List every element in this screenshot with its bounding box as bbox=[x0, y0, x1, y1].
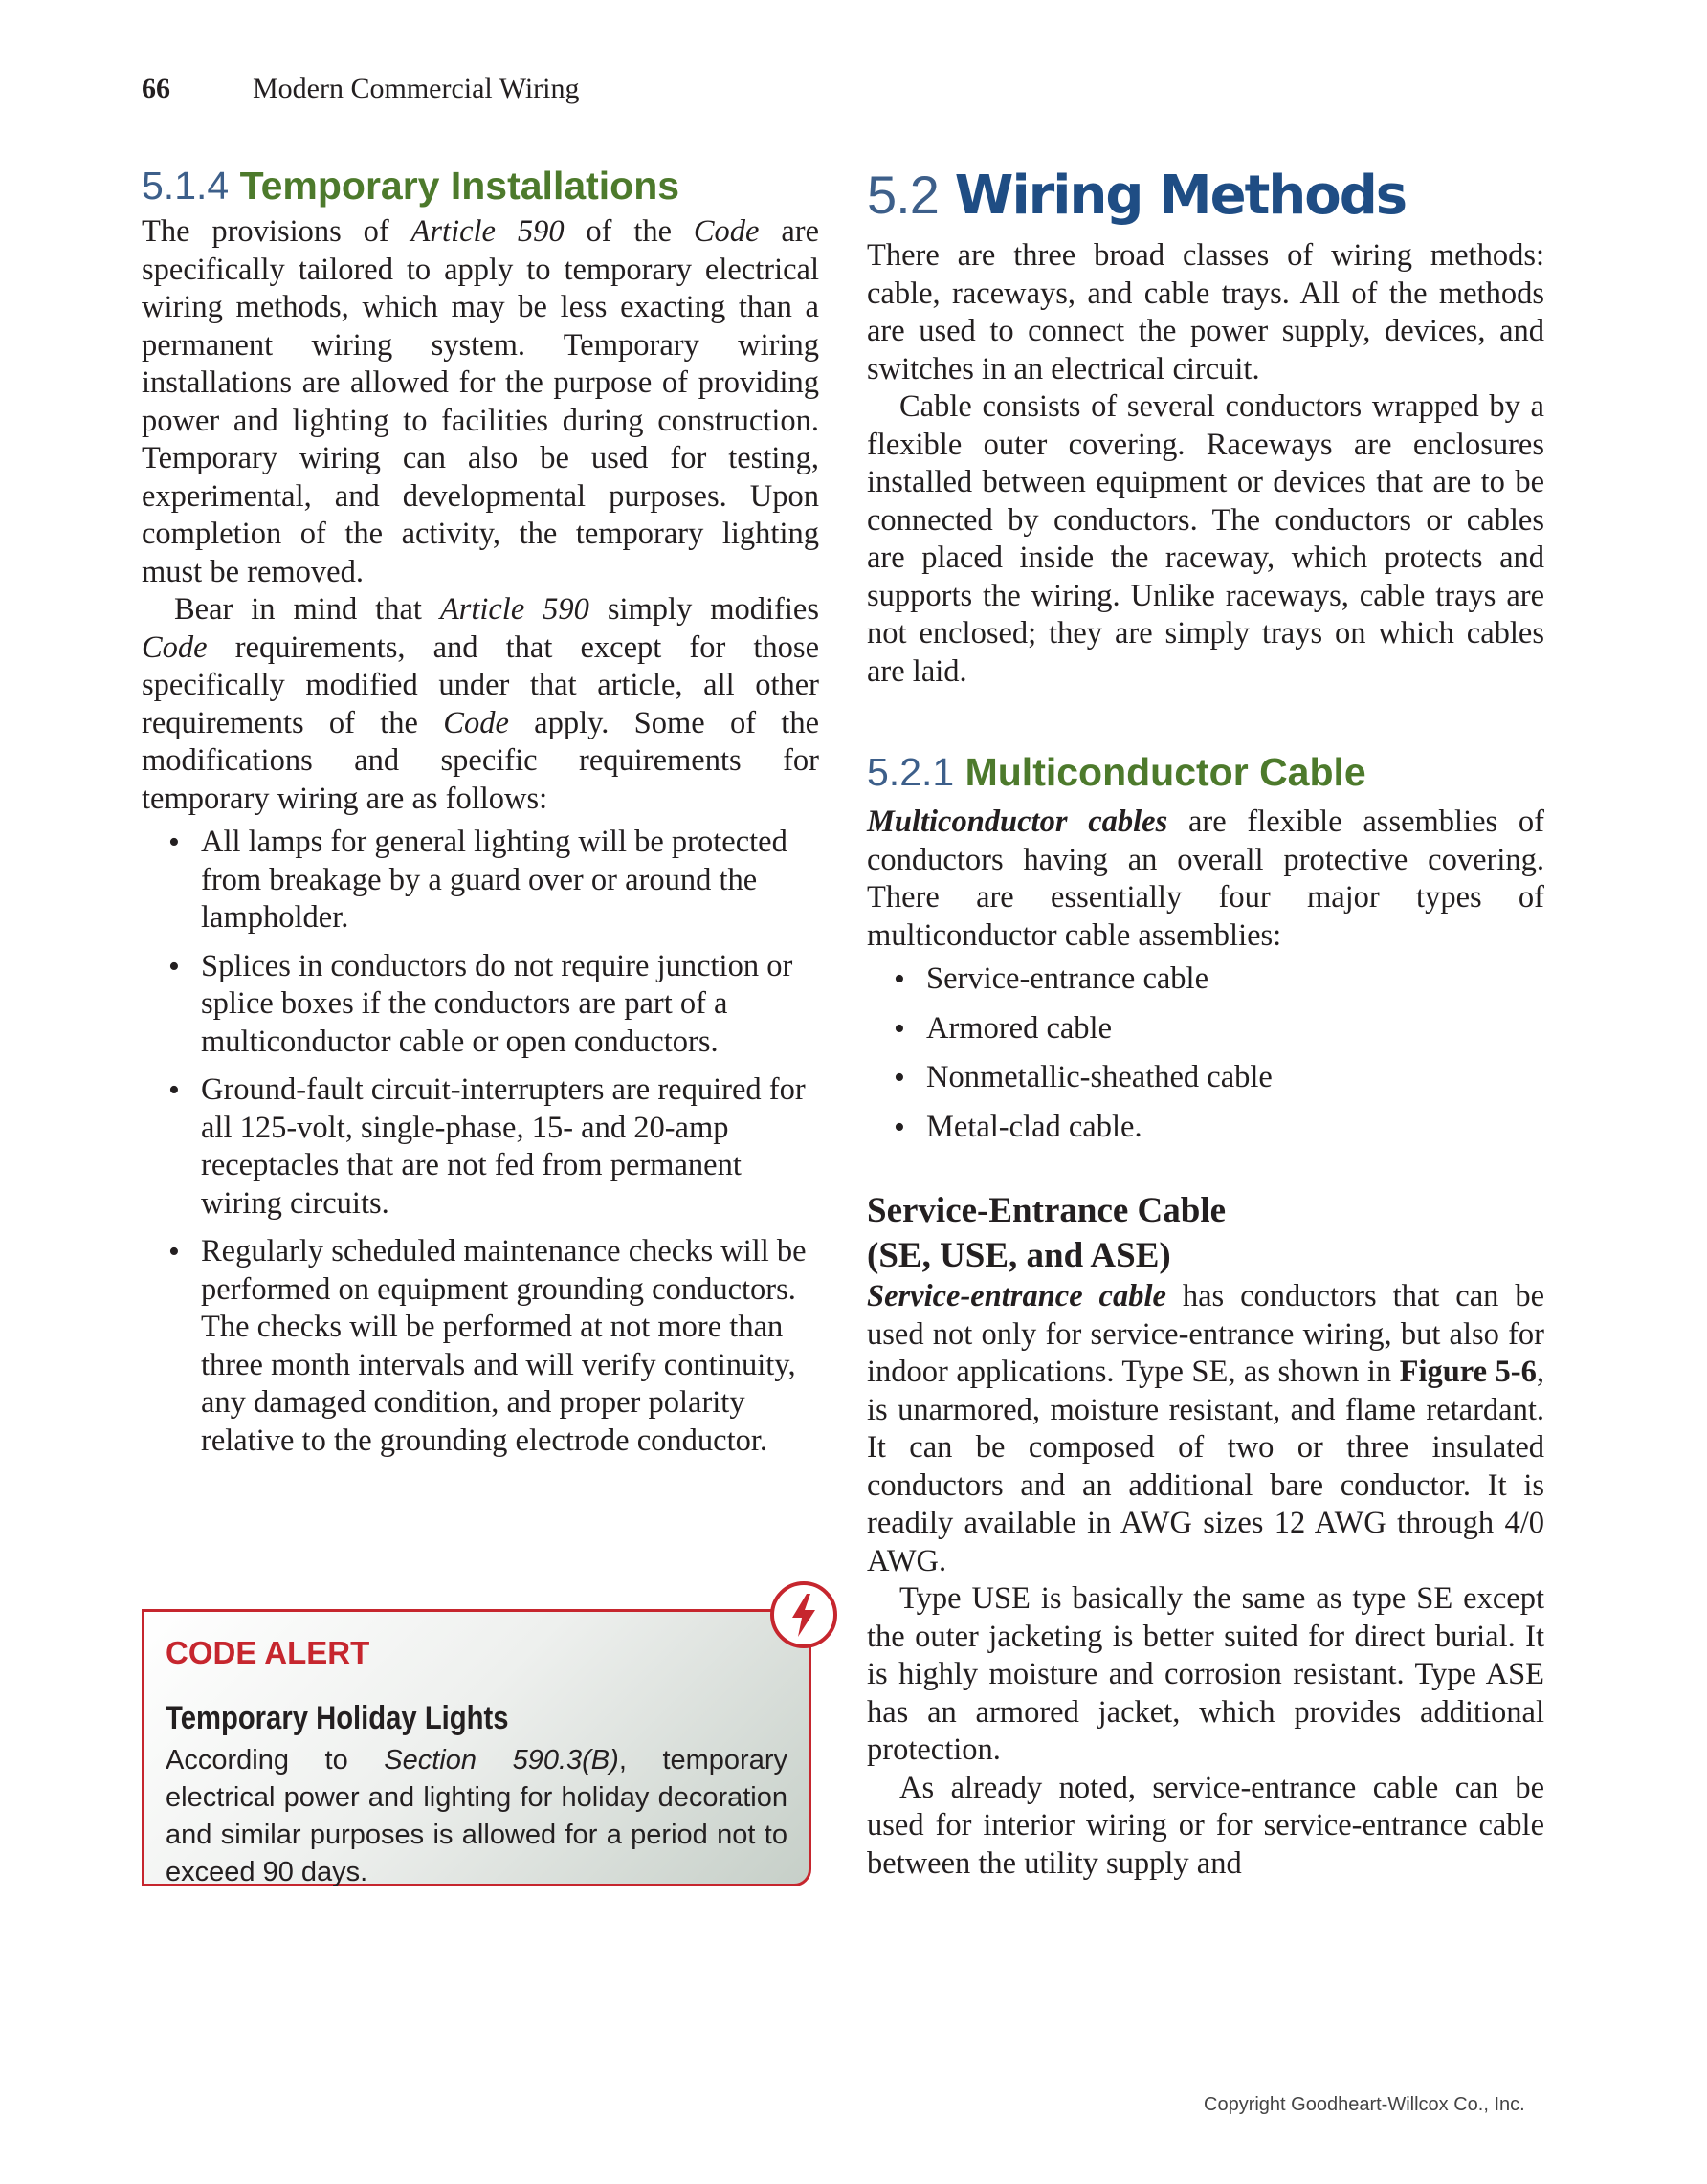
defined-term: Service-entrance cable bbox=[867, 1279, 1166, 1313]
text-run: requirements, and that except for those specifically modified under that article, all other requirements of the bbox=[142, 629, 819, 740]
paragraph-type-use: Type USE is basically the same as type SE except the outer jacketing is better suited for direct burial. It is highly moisture and corrosion resistant. Type ASE has an armored jacket, which provides additional protection. bbox=[867, 1581, 1544, 1767]
text-run: According to bbox=[166, 1745, 385, 1776]
section-title: Temporary Installations bbox=[239, 164, 680, 208]
italic-ref: Section 590.3(B) bbox=[384, 1745, 619, 1776]
text-run: are flexible assemblies of conductors having an overall protective covering. There are essentially four major types of multiconductor cable assemblies: bbox=[867, 805, 1544, 953]
italic-ref: Article 590 bbox=[439, 592, 589, 627]
paragraph-multiconductor bbox=[867, 804, 1544, 955]
list-item: • Splices in conductors do not require junction or splice boxes if the conductors are part of a multiconductor cable or open conductors. bbox=[201, 948, 819, 1062]
text-run: , is unarmored, moisture resistant, and flame retardant. It can be composed of two or three insulated conductors and an additional bare conductor. It is readily available in AWG sizes 12 AWG through 4/0 AWG. bbox=[867, 1355, 1544, 1578]
section-heading-5-1-4 bbox=[142, 158, 819, 213]
copyright-footer: Copyright Goodheart-Willcox Co., Inc. bbox=[1204, 2094, 1525, 2115]
section-title: Multiconductor Cable bbox=[964, 750, 1366, 794]
list-item: • Armored cable bbox=[926, 1010, 1544, 1048]
text-run: , temporary electrical power and lighting for holiday decoration and similar purposes is allowed for a period not to exceed 90 days. bbox=[166, 1745, 787, 1887]
text-run: Bear in mind that bbox=[174, 592, 440, 627]
text-run: apply. Some of the modifications and specific requirements for temporary wiring are as follows: bbox=[142, 705, 819, 816]
page-number: 66 bbox=[142, 73, 170, 104]
paragraph-temporary-provisions bbox=[142, 213, 819, 591]
code-alert-title: Temporary Holiday Lights bbox=[166, 1700, 509, 1736]
list-item: • All lamps for general lighting will be protected from breakage by a guard over or around the lampholder. bbox=[201, 824, 819, 938]
section-number: 5.2 bbox=[867, 165, 939, 225]
code-alert-tag: CODE ALERT bbox=[166, 1635, 370, 1670]
left-column bbox=[142, 158, 819, 1470]
text-run: are specifically tailored to apply to temporary electrical wiring methods, which may be less exacting than a permanent wiring system. Temporary wiring installations are allowed for the purpose of providing power and lighting to facilities during construction. Temporary wiring can also be used for testing, experimental, and developmental purposes. Upon completion of the activity, the temporary lighting must be removed. bbox=[142, 214, 819, 589]
italic-ref: Code bbox=[443, 705, 509, 740]
text-run: simply modifies bbox=[588, 592, 819, 627]
italic-ref: Code bbox=[142, 629, 208, 665]
book-title: Modern Commercial Wiring bbox=[253, 73, 580, 104]
paragraph-service-entrance bbox=[867, 1278, 1544, 1580]
subheading-service-entrance bbox=[867, 1188, 1544, 1278]
italic-ref: Article 590 bbox=[410, 214, 565, 249]
paragraph-bear-in-mind bbox=[142, 591, 819, 818]
right-column bbox=[867, 158, 1544, 1883]
text-run: The provisions of bbox=[142, 214, 411, 249]
subheading-line: (SE, USE, and ASE) bbox=[867, 1236, 1171, 1275]
lightning-bolt-icon-graphic bbox=[774, 1585, 833, 1644]
list-item: • Ground-fault circuit-interrupters are required for all 125-volt, single-phase, 15- and 20-amp receptacles that are not fed from permanent wiring circuits. bbox=[201, 1071, 819, 1223]
figure-reference: Figure 5-6 bbox=[1399, 1355, 1537, 1389]
paragraph-already-noted: As already noted, service-entrance cable can be used for interior wiring or for service-entrance cable between the utility supply and bbox=[867, 1770, 1544, 1881]
section-number: 5.1.4 bbox=[142, 164, 230, 208]
section-heading-5-2-1 bbox=[867, 744, 1544, 800]
paragraph-cable-description: Cable consists of several conductors wrapped by a flexible outer covering. Raceways are enclosures installed between equipment or devices that are to be connected by conductors. The conductors or cables are placed inside the raceway, which protects and supports the wiring. Unlike raceways, cable trays are not enclosed; they are simply trays on which cables are laid. bbox=[867, 389, 1544, 689]
running-header bbox=[142, 73, 580, 105]
section-number: 5.2.1 bbox=[867, 750, 955, 794]
defined-term: Multiconductor cables bbox=[867, 805, 1168, 839]
list-item: • Nonmetallic-sheathed cable bbox=[926, 1059, 1544, 1097]
list-item: • Regularly scheduled maintenance checks will be performed on equipment grounding conductors. The checks will be performed at not more than three month intervals and will verify continuity, any damaged condition, and proper polarity relative to the grounding electrode conductor. bbox=[201, 1233, 819, 1460]
text-run: has conductors that can be used not only for service-entrance wiring, but also for indoor applications. Type SE, as shown in bbox=[867, 1279, 1544, 1389]
code-alert-box bbox=[142, 1609, 811, 1886]
cable-types-list bbox=[867, 960, 1544, 1146]
lightning-bolt-icon bbox=[770, 1581, 837, 1648]
section-heading-5-2 bbox=[867, 158, 1544, 233]
code-alert-body bbox=[166, 1742, 787, 1891]
italic-ref: Code bbox=[693, 214, 760, 249]
list-item: • Service-entrance cable bbox=[926, 960, 1544, 999]
list-item: • Metal-clad cable. bbox=[926, 1109, 1544, 1147]
paragraph-wiring-classes: There are three broad classes of wiring methods: cable, raceways, and cable trays. All of the methods are used to connect the power supply, devices, and switches in an electrical circuit. bbox=[867, 238, 1544, 386]
section-title: Wiring Methods bbox=[954, 165, 1407, 227]
text-run: of the bbox=[564, 214, 694, 249]
temporary-wiring-requirements-list bbox=[142, 824, 819, 1460]
subheading-line: Service-Entrance Cable bbox=[867, 1191, 1227, 1230]
